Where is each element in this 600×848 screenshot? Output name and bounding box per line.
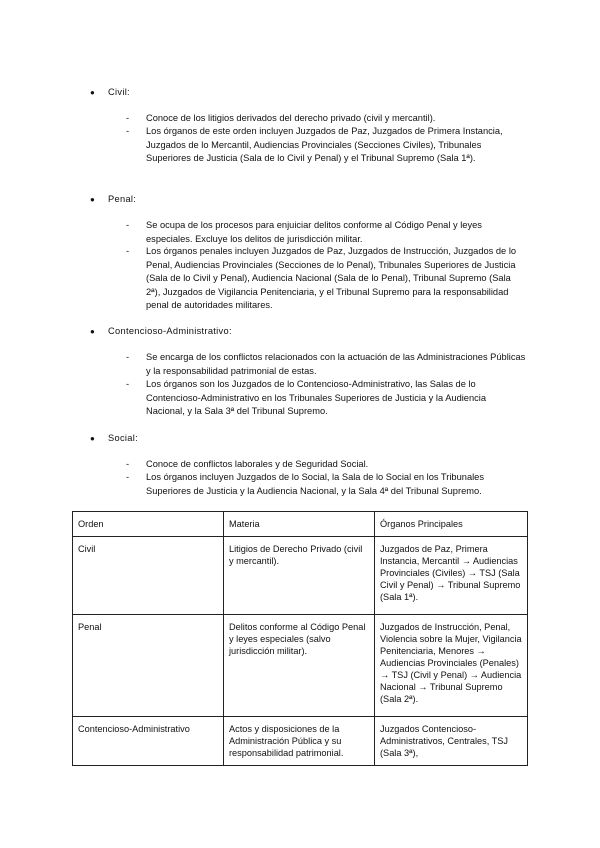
table-cell: Delitos conforme al Código Penal y leyes especiales (salvo jurisdicción militar). <box>224 615 375 717</box>
table-header-row <box>73 512 528 537</box>
section-label: Contencioso-Administrativo: <box>108 326 232 336</box>
table-row <box>73 615 528 717</box>
table-cell: Juzgados Contencioso-Administrativos, Centrales, TSJ (Sala 3ª), <box>375 717 528 766</box>
section-label: Civil: <box>108 87 130 97</box>
table-row <box>73 537 528 615</box>
bullet: ● <box>90 327 95 336</box>
list-item-text: Se ocupa de los procesos para enjuiciar delitos conforme al Código Penal y leyes especiales. Excluye los delitos de jurisdicción militar. <box>146 220 482 244</box>
table-cell: Litigios de Derecho Privado (civil y mercantil). <box>224 537 375 615</box>
bullet: ● <box>90 434 95 443</box>
bullet: ● <box>90 88 95 97</box>
table-cell: Actos y disposiciones de la Administración Pública y su responsabilidad patrimonial. <box>224 717 375 766</box>
list-item-text: Se encarga de los conflictos relacionados con la actuación de las Administraciones Públicas y la responsabilidad patrimonial de estas. <box>146 352 526 376</box>
summary-table <box>72 511 528 766</box>
section-label: Penal: <box>108 194 137 204</box>
list-item-text: Conoce de los litigios derivados del derecho privado (civil y mercantil). <box>146 113 436 123</box>
column-header: Materia <box>224 512 375 537</box>
bullet: ● <box>90 195 95 204</box>
section-label: Social: <box>108 433 139 443</box>
table-row <box>73 717 528 766</box>
list-item-text: Los órganos son los Juzgados de lo Contencioso-Administrativo, las Salas de lo Contencioso-Administrativo en los Tribunales Superiores de Justicia y la Audiencia Nacional, y la Sala 3ª del Tribunal Supremo. <box>146 379 487 417</box>
list-item-text: Los órganos penales incluyen Juzgados de Paz, Juzgados de Instrucción, Juzgados de lo Penal, Audiencias Provinciales (Secciones de lo Penal), Tribunales Superiores de Justicia (Sala de lo Civil y Penal), Audiencia Nacional (Sala de lo Penal), Tribunal Supremo (Sala 2ª), Juzgados de Vigilancia Penitenciaria, y el Tribunal Supremo para la responsabilidad penal de autoridades militares. <box>146 246 517 311</box>
document-page: ● Civil: - Conoce de los litigios derivados del derecho privado (civil y mercantil). - Los órganos de este orden incluyen Juzgados de Paz, Juzgados de Primera Instancia, Juzgados de lo Mercantil, Audiencias Provinciales (Secciones Civiles), Tribunales Superiores de Justicia (Sala de lo Civil y Penal) y el Tribunal Supremo (Sala 1ª). ● Penal: - Se ocupa de los procesos para enjuiciar delitos conforme al Código Penal y leyes especiales. Excluye los delitos de jurisdicción militar. - Los órganos penales incluyen Juzgados de Paz, Juzgados de Instrucción, Juzgados de lo Penal, Audiencias Provinciales (Secciones de lo Penal), Tribunales Superiores de Justicia (Sala de lo Civil y Penal), Audiencia Nacional (Sala de lo Penal), Tribunal Supremo (Sala 2ª), Juzgados de Vigilancia Penitenciaria, y el Tribunal Supremo para la responsabilidad penal de autoridades militares. ● Contencioso-Administrativo: - Se encarga de los conflictos relacionados con la actuación de las Administraciones Públicas y la responsabilidad patrimonial de estas. - Los órganos son los Juzgados de lo Contencioso-Administrativo, las Salas de lo Contencioso-Administrativo en los Tribunales Superiores de Justicia y la Audiencia Nacional, y la Sala 3ª del Tribunal Supremo. ● Social: - Conoce de conflictos laborales y de Seguridad Social. - Los órganos incluyen Juzgados de lo Social, la Sala de lo Social en los Tribunales Superiores de Justicia y la Audiencia Nacional, y la Sala 4ª del Tribunal Supremo. Orden Materia Órganos Principales Civil Litigios de Derecho Privado (civil y mercantil). Juzgados de Paz, Primera Instancia, Mercantil → Audiencias Provinciales (Civiles) → TSJ (Sala Civil y Penal) → Tribunal Supremo (Sala 1ª). Penal Delitos conforme al Código Penal y leyes especiales (salvo jurisdicción militar). Juzgados de Instrucción, Penal, Violencia sobre la Mujer, Vigilancia Penitenciaria, Menores → Audiencias Provinciales (Penales) → TSJ (Civil y Penal) → Audiencia Nacional → Tribunal Supremo (Sala 2ª). Contencioso-Administrativo Actos y disposiciones de la Administración Pública y su responsabilidad patrimonial. Juzgados Contencioso-Administrativos, Centrales, TSJ (Sala 3ª), <box>0 0 600 848</box>
table-cell: Juzgados de Paz, Primera Instancia, Mercantil → Audiencias Provinciales (Civiles) → TSJ (Sala Civil y Penal) → Tribunal Supremo (Sala 1ª). <box>375 537 528 615</box>
column-header: Órganos Principales <box>375 512 528 537</box>
column-header: Orden <box>73 512 224 537</box>
table-cell: Juzgados de Instrucción, Penal, Violencia sobre la Mujer, Vigilancia Penitenciaria, Menores → Audiencias Provinciales (Penales) → TSJ (Civil y Penal) → Audiencia Nacional → Tribunal Supremo (Sala 2ª). <box>375 615 528 717</box>
table-cell: Civil <box>73 537 224 615</box>
list-item-text: Los órganos de este orden incluyen Juzgados de Paz, Juzgados de Primera Instancia, Juzgados de lo Mercantil, Audiencias Provinciales (Secciones Civiles), Tribunales Superiores de Justicia (Sala de lo Civil y Penal) y el Tribunal Supremo (Sala 1ª). <box>146 126 503 164</box>
list-item-text: Conoce de conflictos laborales y de Seguridad Social. <box>146 459 369 469</box>
list-item-text: Los órganos incluyen Juzgados de lo Social, la Sala de lo Social en los Tribunales Superiores de Justicia y la Audiencia Nacional, y la Sala 4ª del Tribunal Supremo. <box>146 472 484 496</box>
table-cell: Contencioso-Administrativo <box>73 717 224 766</box>
table-cell: Penal <box>73 615 224 717</box>
